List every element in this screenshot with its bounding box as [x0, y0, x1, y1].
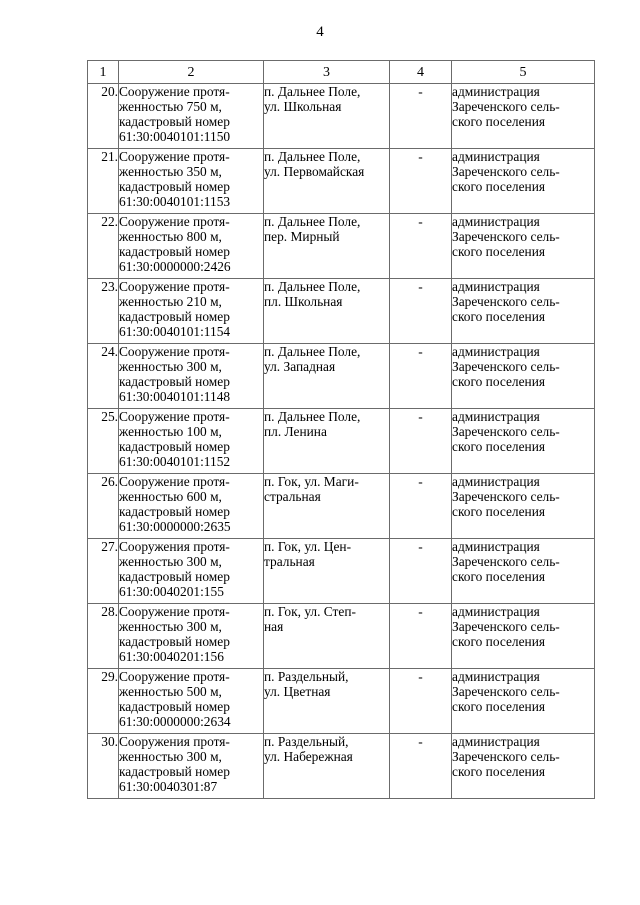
- object-description-line: женностью 300 м,: [119, 359, 222, 374]
- column-4-value: -: [390, 344, 452, 409]
- object-description-line: кадастровый номер: [119, 374, 230, 389]
- object-owner-line: Зареченского сель-: [452, 164, 560, 179]
- object-description-line: Сооружения протя-: [119, 734, 230, 749]
- object-description: [119, 669, 264, 734]
- object-description-line: 61:30:0000000:2635: [119, 519, 231, 534]
- row-number: 26.: [88, 474, 119, 539]
- table-row: [88, 604, 595, 669]
- object-owner-line: ского поселения: [452, 764, 546, 779]
- object-description-line: женностью 210 м,: [119, 294, 222, 309]
- object-owner-line: ского поселения: [452, 634, 546, 649]
- object-description-line: женностью 600 м,: [119, 489, 222, 504]
- object-owner-line: Зареченского сель-: [452, 619, 560, 634]
- object-description: [119, 344, 264, 409]
- object-owner-line: Зареченского сель-: [452, 294, 560, 309]
- object-owner: [452, 409, 595, 474]
- object-owner-line: администрация: [452, 279, 540, 294]
- object-owner-line: администрация: [452, 214, 540, 229]
- object-description-line: кадастровый номер: [119, 309, 230, 324]
- column-4-value: -: [390, 539, 452, 604]
- object-description: [119, 604, 264, 669]
- object-owner: [452, 149, 595, 214]
- table-row: [88, 734, 595, 799]
- object-description-line: кадастровый номер: [119, 244, 230, 259]
- object-address-line: тральная: [264, 554, 315, 569]
- object-description-line: 61:30:0040101:1154: [119, 324, 231, 339]
- object-description-line: 61:30:0000000:2634: [119, 714, 231, 729]
- object-owner-line: Зареченского сель-: [452, 684, 560, 699]
- object-description-line: Сооружение протя-: [119, 84, 230, 99]
- object-address: [264, 149, 390, 214]
- object-address-line: ул. Набережная: [264, 749, 353, 764]
- object-description-line: Сооружение протя-: [119, 149, 230, 164]
- object-description-line: кадастровый номер: [119, 634, 230, 649]
- object-owner-line: Зареченского сель-: [452, 749, 560, 764]
- column-header: 2: [119, 61, 264, 84]
- object-description-line: женностью 350 м,: [119, 164, 222, 179]
- object-owner-line: администрация: [452, 344, 540, 359]
- row-number: 24.: [88, 344, 119, 409]
- column-4-value: -: [390, 669, 452, 734]
- object-description: [119, 539, 264, 604]
- object-address-line: пл. Ленина: [264, 424, 327, 439]
- object-owner-line: администрация: [452, 84, 540, 99]
- column-4-value: -: [390, 409, 452, 474]
- object-address-line: п. Раздельный,: [264, 669, 349, 684]
- table-row: [88, 344, 595, 409]
- object-address-line: стральная: [264, 489, 321, 504]
- object-description-line: кадастровый номер: [119, 764, 230, 779]
- object-owner-line: администрация: [452, 474, 540, 489]
- object-description-line: кадастровый номер: [119, 439, 230, 454]
- object-description-line: женностью 800 м,: [119, 229, 222, 244]
- column-header: 5: [452, 61, 595, 84]
- object-description-line: Сооружение протя-: [119, 409, 230, 424]
- object-owner-line: администрация: [452, 604, 540, 619]
- object-owner-line: Зареченского сель-: [452, 489, 560, 504]
- object-owner-line: администрация: [452, 669, 540, 684]
- object-description: [119, 279, 264, 344]
- object-address: [264, 604, 390, 669]
- object-address-line: п. Гок, ул. Степ-: [264, 604, 356, 619]
- object-address-line: п. Дальнее Поле,: [264, 84, 361, 99]
- object-owner: [452, 84, 595, 149]
- object-address-line: пер. Мирный: [264, 229, 340, 244]
- object-owner: [452, 279, 595, 344]
- object-description-line: 61:30:0040201:155: [119, 584, 224, 599]
- object-description-line: 61:30:0040101:1153: [119, 194, 231, 209]
- object-address: [264, 279, 390, 344]
- object-owner-line: ского поселения: [452, 309, 546, 324]
- object-description-line: женностью 300 м,: [119, 619, 222, 634]
- object-description-line: женностью 300 м,: [119, 749, 222, 764]
- object-address-line: ул. Школьная: [264, 99, 342, 114]
- object-address: [264, 214, 390, 279]
- object-address: [264, 474, 390, 539]
- object-owner-line: ского поселения: [452, 244, 546, 259]
- object-description-line: Сооружение протя-: [119, 604, 230, 619]
- object-address-line: ул. Цветная: [264, 684, 331, 699]
- object-owner-line: ского поселения: [452, 179, 546, 194]
- object-address: [264, 669, 390, 734]
- object-description-line: женностью 750 м,: [119, 99, 222, 114]
- object-owner-line: ского поселения: [452, 504, 546, 519]
- object-description: [119, 474, 264, 539]
- table-row: [88, 149, 595, 214]
- object-description: [119, 149, 264, 214]
- object-address-line: ул. Западная: [264, 359, 336, 374]
- row-number: 25.: [88, 409, 119, 474]
- column-4-value: -: [390, 474, 452, 539]
- object-description-line: Сооружение протя-: [119, 214, 230, 229]
- row-number: 20.: [88, 84, 119, 149]
- object-owner: [452, 214, 595, 279]
- object-description: [119, 409, 264, 474]
- object-owner-line: Зареченского сель-: [452, 229, 560, 244]
- row-number: 27.: [88, 539, 119, 604]
- object-description: [119, 734, 264, 799]
- column-4-value: -: [390, 734, 452, 799]
- table-row: [88, 474, 595, 539]
- object-description-line: кадастровый номер: [119, 504, 230, 519]
- object-description-line: кадастровый номер: [119, 569, 230, 584]
- row-number: 30.: [88, 734, 119, 799]
- object-owner-line: Зареченского сель-: [452, 424, 560, 439]
- object-owner-line: ского поселения: [452, 374, 546, 389]
- table-row: [88, 84, 595, 149]
- column-4-value: -: [390, 149, 452, 214]
- object-address: [264, 734, 390, 799]
- registry-table: [87, 60, 595, 799]
- object-address-line: п. Дальнее Поле,: [264, 344, 361, 359]
- object-owner-line: администрация: [452, 539, 540, 554]
- row-number: 23.: [88, 279, 119, 344]
- object-address-line: п. Дальнее Поле,: [264, 409, 361, 424]
- object-description-line: Сооружение протя-: [119, 474, 230, 489]
- column-header: 4: [390, 61, 452, 84]
- page-number: 4: [316, 24, 324, 40]
- table-row: [88, 409, 595, 474]
- object-owner-line: администрация: [452, 409, 540, 424]
- object-address: [264, 344, 390, 409]
- object-address: [264, 539, 390, 604]
- object-address-line: пл. Школьная: [264, 294, 343, 309]
- table-row: [88, 539, 595, 604]
- column-4-value: -: [390, 604, 452, 669]
- object-owner-line: Зареченского сель-: [452, 554, 560, 569]
- object-owner-line: ского поселения: [452, 114, 546, 129]
- column-4-value: -: [390, 279, 452, 344]
- object-description-line: 61:30:0040101:1152: [119, 454, 231, 469]
- object-address: [264, 409, 390, 474]
- object-description-line: кадастровый номер: [119, 699, 230, 714]
- row-number: 22.: [88, 214, 119, 279]
- column-header: 1: [88, 61, 119, 84]
- table-row: [88, 279, 595, 344]
- object-owner-line: ского поселения: [452, 699, 546, 714]
- object-description-line: 61:30:0040201:156: [119, 649, 224, 664]
- column-4-value: -: [390, 214, 452, 279]
- object-owner-line: администрация: [452, 734, 540, 749]
- object-address-line: п. Гок, ул. Цен-: [264, 539, 352, 554]
- column-header: 3: [264, 61, 390, 84]
- object-owner: [452, 669, 595, 734]
- object-address-line: ная: [264, 619, 284, 634]
- object-owner: [452, 344, 595, 409]
- object-description-line: Сооружение протя-: [119, 344, 230, 359]
- object-owner-line: Зареченского сель-: [452, 359, 560, 374]
- object-owner: [452, 539, 595, 604]
- object-description-line: кадастровый номер: [119, 114, 230, 129]
- object-description-line: 61:30:0040101:1148: [119, 389, 231, 404]
- object-address-line: п. Раздельный,: [264, 734, 349, 749]
- table-row: [88, 669, 595, 734]
- object-description-line: женностью 100 м,: [119, 424, 222, 439]
- column-4-value: -: [390, 84, 452, 149]
- object-owner-line: Зареченского сель-: [452, 99, 560, 114]
- object-description-line: 61:30:0040101:1150: [119, 129, 231, 144]
- object-description-line: кадастровый номер: [119, 179, 230, 194]
- object-description: [119, 84, 264, 149]
- object-owner-line: администрация: [452, 149, 540, 164]
- object-owner: [452, 734, 595, 799]
- object-address-line: п. Дальнее Поле,: [264, 214, 361, 229]
- object-owner-line: ского поселения: [452, 569, 546, 584]
- object-description-line: 61:30:0000000:2426: [119, 259, 231, 274]
- object-address-line: ул. Первомайская: [264, 164, 365, 179]
- table-header-row: [88, 61, 595, 84]
- object-owner: [452, 604, 595, 669]
- object-description-line: 61:30:0040301:87: [119, 779, 218, 794]
- object-description-line: Сооружения протя-: [119, 539, 230, 554]
- object-address: [264, 84, 390, 149]
- object-owner-line: ского поселения: [452, 439, 546, 454]
- object-description-line: Сооружение протя-: [119, 279, 230, 294]
- row-number: 29.: [88, 669, 119, 734]
- row-number: 28.: [88, 604, 119, 669]
- object-address-line: п. Дальнее Поле,: [264, 149, 361, 164]
- table-row: [88, 214, 595, 279]
- object-address-line: п. Гок, ул. Маги-: [264, 474, 359, 489]
- object-description-line: Сооружение протя-: [119, 669, 230, 684]
- object-description: [119, 214, 264, 279]
- object-description-line: женностью 300 м,: [119, 554, 222, 569]
- object-address-line: п. Дальнее Поле,: [264, 279, 361, 294]
- object-owner: [452, 474, 595, 539]
- row-number: 21.: [88, 149, 119, 214]
- object-description-line: женностью 500 м,: [119, 684, 222, 699]
